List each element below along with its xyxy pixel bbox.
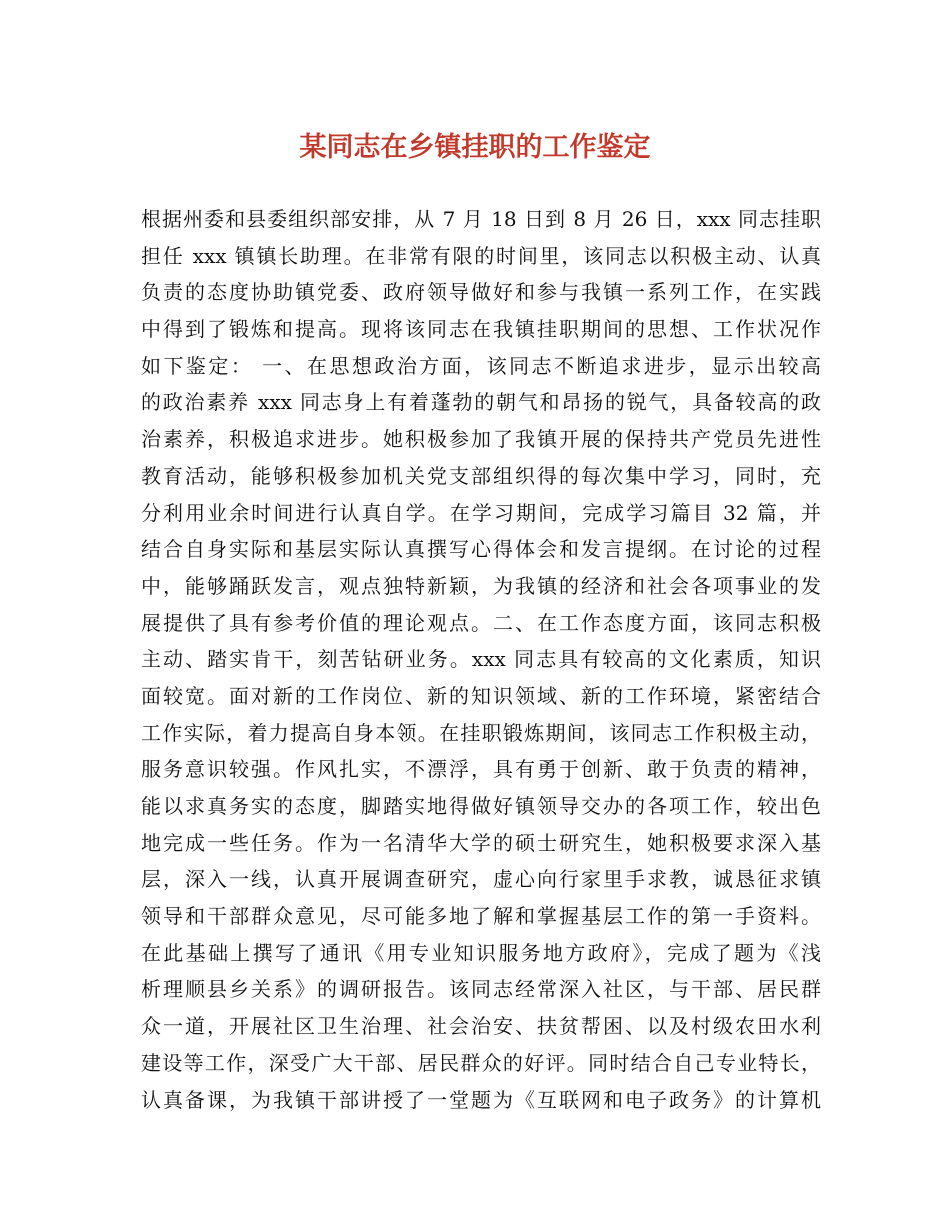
document-title: 某同志在乡镇挂职的工作鉴定 (299, 132, 651, 163)
body-line: 认真备课，为我镇干部讲授了一堂题为《互联网和电子政务》的计算机 (141, 1087, 821, 1112)
body-line: 地完成一些任务。作为一名清华大学的硕士研究生，她积极要求深入基 (141, 830, 821, 855)
body-line: 在此基础上撰写了通讯《用专业知识服务地方政府》，完成了题为《浅 (141, 940, 821, 965)
body-line: 众一道，开展社区卫生治理、社会治安、扶贫帮困、以及村级农田水利 (141, 1014, 821, 1039)
body-line: 面较宽。面对新的工作岗位、新的知识领域、新的工作环境，紧密结合 (141, 683, 821, 708)
body-line: 服务意识较强。作风扎实，不漂浮，具有勇于创新、敢于负责的精神， (141, 757, 821, 782)
body-line: 如下鉴定： 一、在思想政治方面，该同志不断追求进步，显示出较高 (141, 353, 821, 378)
body-line: 担任 xxx 镇镇长助理。在非常有限的时间里，该同志以积极主动、认真 (141, 243, 821, 268)
body-line: 能以求真务实的态度，脚踏实地得做好镇领导交办的各项工作，较出色 (141, 794, 821, 818)
body-line: 中得到了锻炼和提高。现将该同志在我镇挂职期间的思想、工作状况作 (141, 317, 821, 342)
body-line: 建设等工作，深受广大干部、居民群众的好评。同时结合自己专业特长， (141, 1050, 821, 1075)
body-line: 的政治素养 xxx 同志身上有着蓬勃的朝气和昂扬的锐气，具备较高的政 (141, 390, 821, 415)
body-line: 教育活动，能够积极参加机关党支部组织得的每次集中学习，同时，充 (141, 463, 821, 488)
body-line: 负责的态度协助镇党委、政府领导做好和参与我镇一系列工作，在实践 (141, 280, 821, 305)
body-line: 根据州委和县委组织部安排，从 7 月 18 日到 8 月 26 日，xxx 同志挂职 (141, 207, 821, 231)
body-line: 领导和干部群众意见，尽可能多地了解和掌握基层工作的第一手资料。 (141, 904, 821, 929)
body-line: 中，能够踊跃发言，观点独特新颖，为我镇的经济和社会各项事业的发 (141, 573, 821, 598)
body-line: 析理顺县乡关系》的调研报告。该同志经常深入社区，与干部、居民群 (141, 977, 821, 1002)
body-line: 工作实际，着力提高自身本领。在挂职锻炼期间，该同志工作积极主动， (141, 720, 821, 745)
body-line: 分利用业余时间进行认真自学。在学习期间，完成学习篇目 32 篇，并 (141, 500, 821, 525)
body-line: 层，深入一线，认真开展调查研究，虚心向行家里手求教，诚恳征求镇 (141, 867, 821, 892)
body-line: 展提供了具有参考价值的理论观点。二、在工作态度方面，该同志积极 (141, 610, 821, 635)
document-body (141, 201, 821, 1118)
body-line: 结合自身实际和基层实际认真撰写心得体会和发言提纲。在讨论的过程 (141, 537, 821, 562)
body-line: 治素养，积极追求进步。她积极参加了我镇开展的保持共产党员先进性 (141, 427, 821, 452)
body-line: 主动、踏实肯干，刻苦钻研业务。xxx 同志具有较高的文化素质，知识 (141, 647, 821, 672)
